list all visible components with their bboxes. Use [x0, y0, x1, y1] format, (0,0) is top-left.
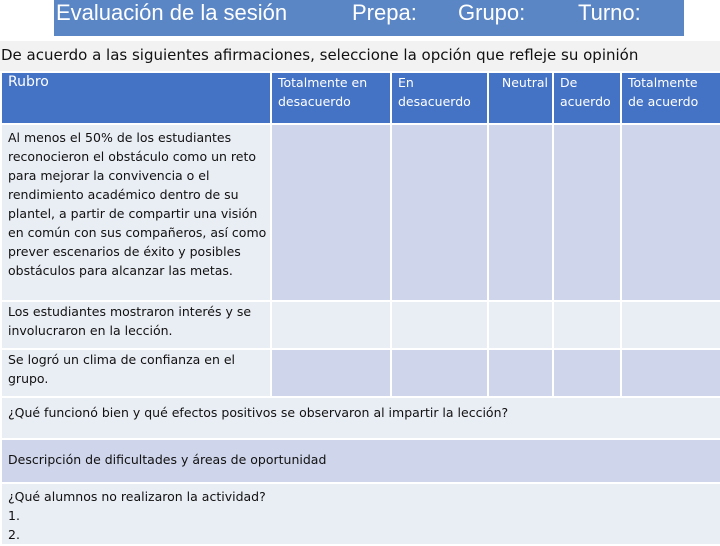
question-dificultades[interactable]: Descripción de dificultades y áreas de oportunidad [1, 439, 720, 483]
column-en-desacuerdo-line1: En [398, 75, 414, 90]
column-totalmente-desacuerdo-line2: desacuerdo [278, 94, 351, 109]
table-row [1, 301, 720, 349]
answer-cell[interactable] [621, 349, 720, 397]
answer-cell[interactable] [621, 301, 720, 349]
evaluation-title: Evaluación de la sesión [56, 0, 288, 25]
answer-cell[interactable] [391, 301, 488, 349]
column-de-acuerdo [553, 72, 621, 124]
answer-cell[interactable] [271, 124, 391, 301]
question-alumnos-item-2: 2. [8, 527, 20, 542]
column-totalmente-acuerdo-line2: de acuerdo [628, 94, 699, 109]
column-de-acuerdo-line1: De [560, 75, 578, 90]
answer-cell[interactable] [553, 124, 621, 301]
answer-cell[interactable] [271, 301, 391, 349]
turno-label: Turno: [578, 0, 641, 25]
answer-cell[interactable] [391, 349, 488, 397]
question-alumnos-text: ¿Qué alumnos no realizaron la actividad? [8, 489, 266, 504]
column-neutral: Neutral [488, 72, 553, 124]
row-label-interes: Los estudiantes mostraron interés y se involucraron en la lección. [1, 301, 271, 349]
open-question-row [1, 483, 720, 545]
answer-cell[interactable] [488, 349, 553, 397]
column-totalmente-acuerdo-line1: Totalmente [628, 75, 698, 90]
column-rubro: Rubro [1, 72, 271, 124]
question-alumnos-item-1: 1. [8, 508, 20, 523]
question-funciono-bien[interactable]: ¿Qué funcionó bien y qué efectos positivos se observaron al impartir la lección? [1, 397, 720, 439]
grupo-label: Grupo: [458, 0, 526, 25]
session-header [54, 0, 684, 36]
table-row [1, 124, 720, 301]
answer-cell[interactable] [621, 124, 720, 301]
answer-cell[interactable] [391, 124, 488, 301]
row-label-obstaculo: Al menos el 50% de los estudiantes reconocieron el obstáculo como un reto para mejorar la convivencia o el rendimiento académico dentro de su plantel, a partir de compartir una visión en común con sus compañeros, así como prever escenarios de éxito y posibles obstáculos para alcanzar las metas. [1, 124, 271, 301]
column-totalmente-desacuerdo [271, 72, 391, 124]
question-alumnos[interactable] [1, 483, 720, 545]
evaluation-table [0, 71, 720, 546]
prepa-label: Prepa: [352, 0, 417, 25]
open-question-row [1, 439, 720, 483]
column-en-desacuerdo-line2: desacuerdo [398, 94, 471, 109]
open-question-row [1, 397, 720, 439]
answer-cell[interactable] [553, 349, 621, 397]
instructions [0, 41, 720, 71]
column-totalmente-desacuerdo-line1: Totalmente en [278, 75, 368, 90]
row-label-confianza: Se logró un clima de confianza en el grupo. [1, 349, 271, 397]
instructions-text: De acuerdo a las siguientes afirmaciones, seleccione la opción que refleje su opinión [1, 46, 639, 64]
answer-cell[interactable] [488, 301, 553, 349]
column-de-acuerdo-line2: acuerdo [560, 94, 611, 109]
answer-cell[interactable] [488, 124, 553, 301]
answer-cell[interactable] [271, 349, 391, 397]
table-row [1, 349, 720, 397]
column-en-desacuerdo [391, 72, 488, 124]
answer-cell[interactable] [553, 301, 621, 349]
column-totalmente-acuerdo [621, 72, 720, 124]
table-header-row [1, 72, 720, 124]
